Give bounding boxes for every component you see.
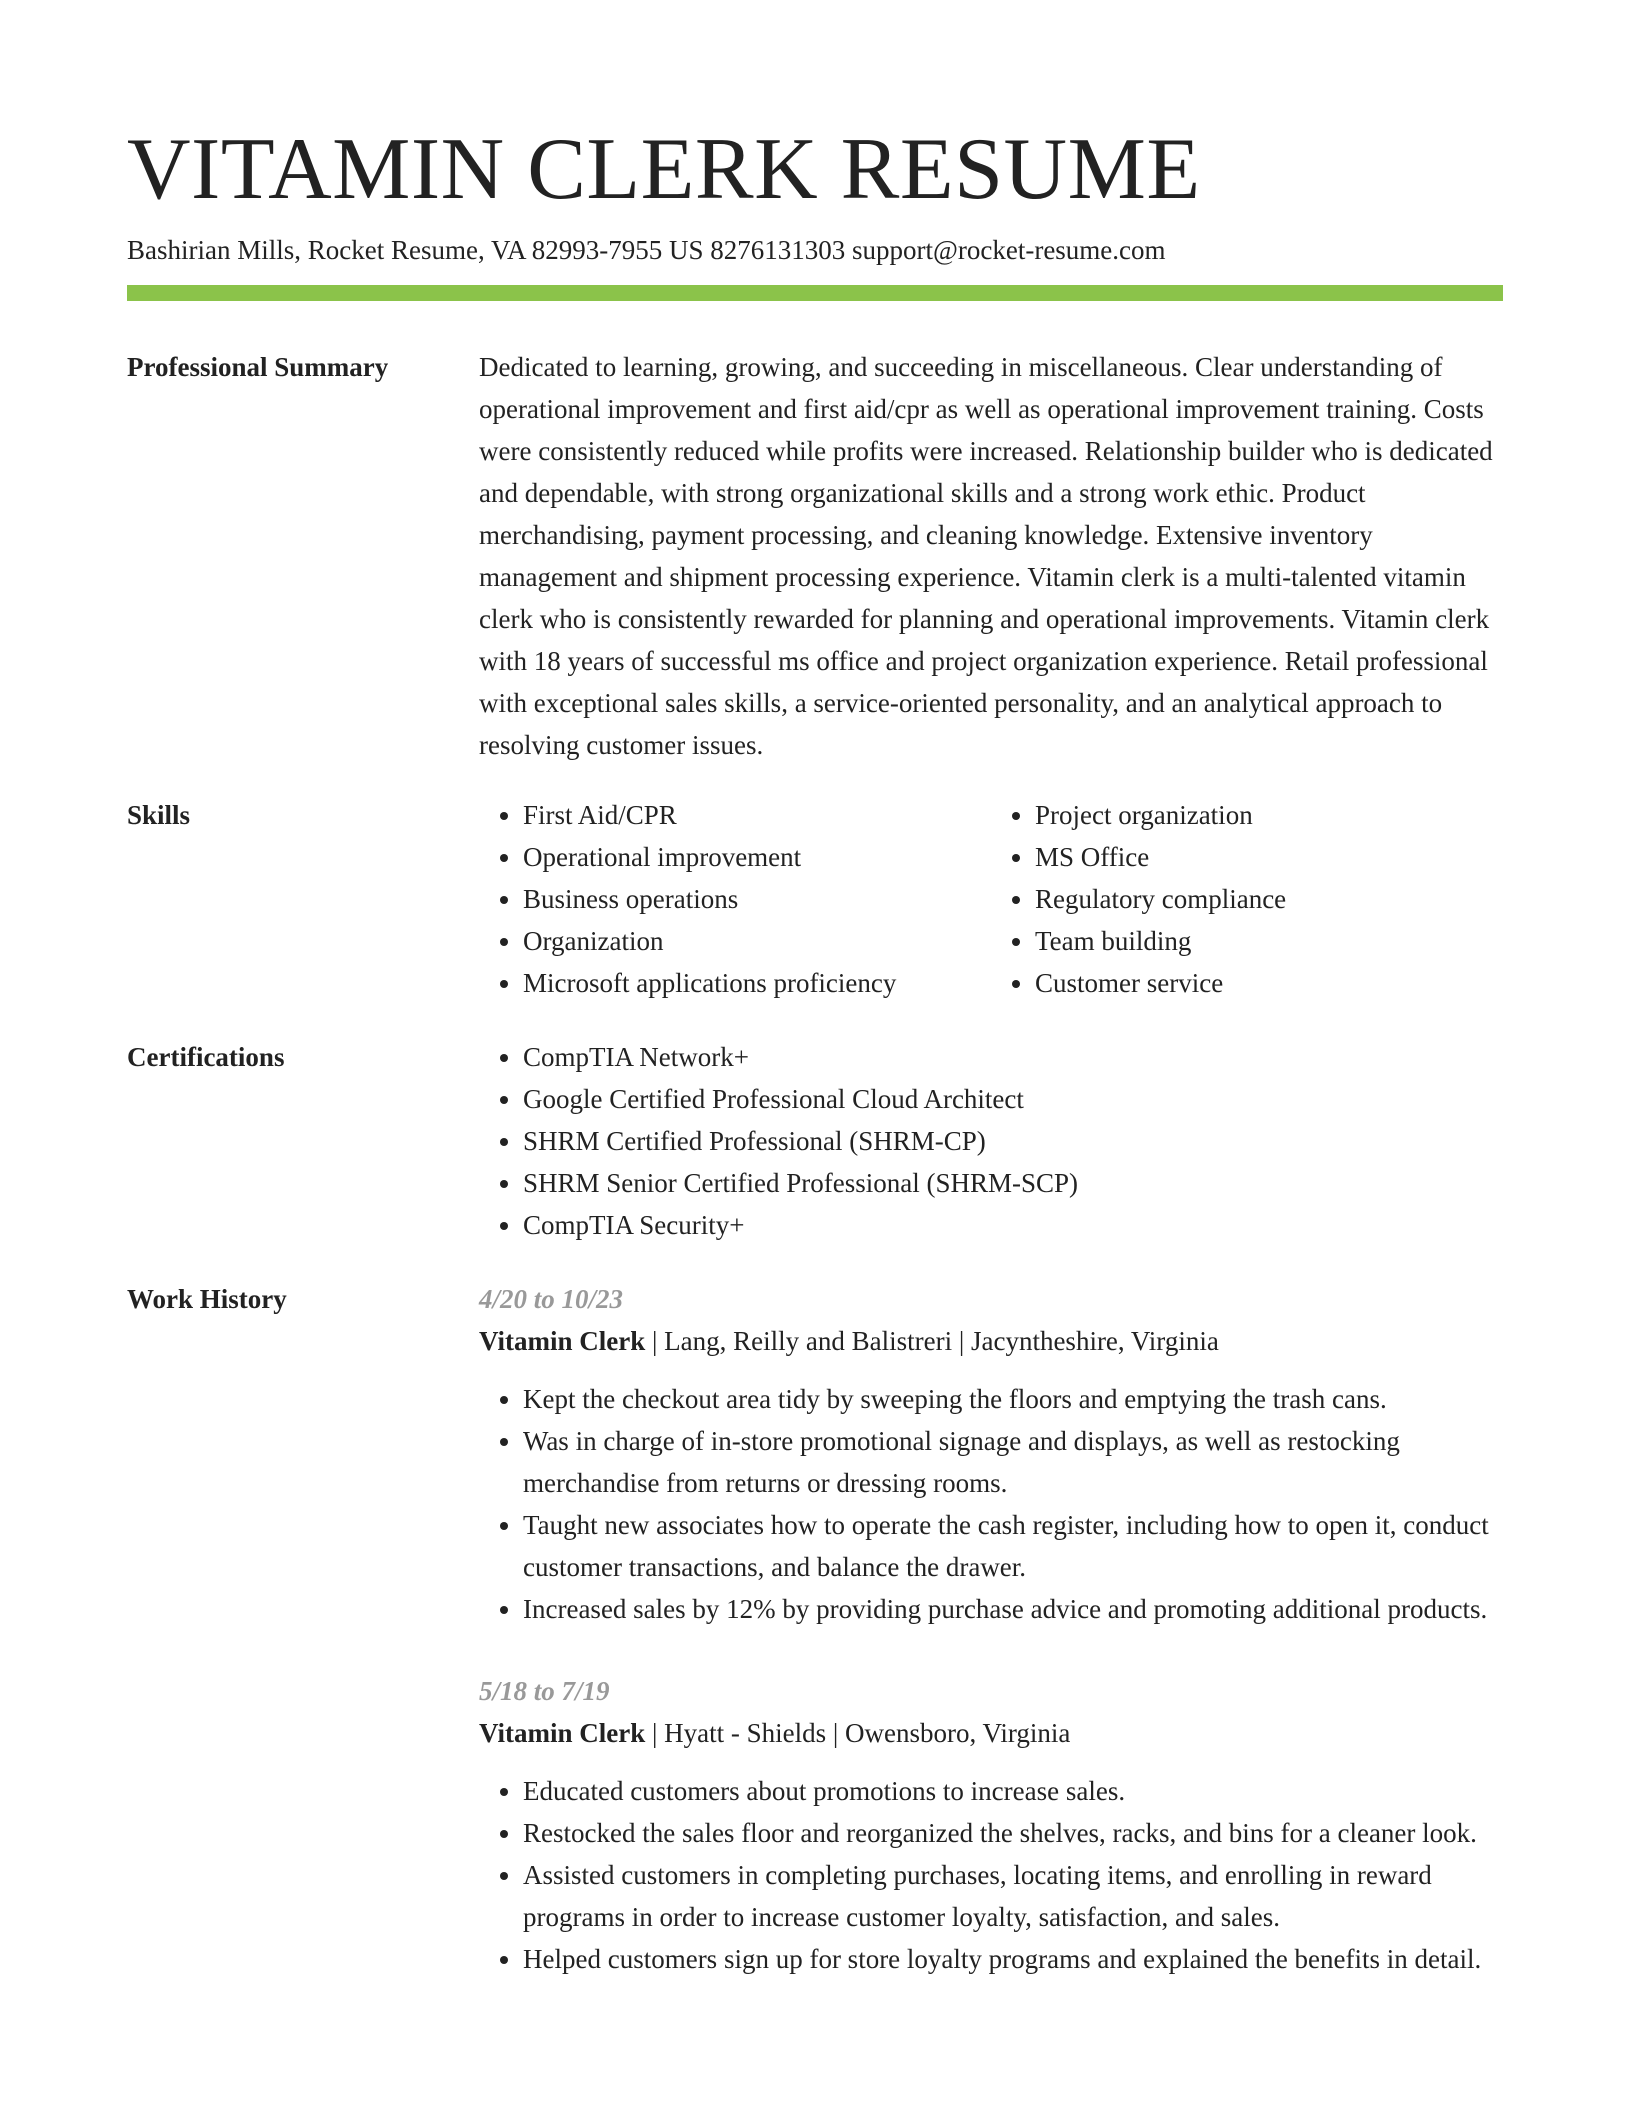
job-bullet: • Taught new associates how to operate the cash register, including how to open it, conduct customer transactions, and balance the drawer. <box>523 1504 1503 1588</box>
certification-item: • CompTIA Network+ <box>523 1036 1503 1078</box>
skill-item: • Project organization <box>1035 794 1503 836</box>
header-divider <box>127 285 1503 301</box>
job-bullets <box>479 1378 1503 1630</box>
job-bullet: • Increased sales by 12% by providing purchase advice and promoting additional products. <box>523 1588 1503 1630</box>
job-dates: 5/18 to 7/19 <box>479 1676 610 1706</box>
skill-item: • Regulatory compliance <box>1035 878 1503 920</box>
job-dates: 4/20 to 10/23 <box>479 1284 624 1314</box>
certification-item: • SHRM Certified Professional (SHRM-CP) <box>523 1120 1503 1162</box>
job-entry <box>479 1278 1503 1630</box>
summary-heading: Professional Summary <box>127 352 389 382</box>
skills-list-right <box>991 794 1503 1004</box>
job-title: Vitamin Clerk <box>479 1326 646 1356</box>
job-bullet: • Educated customers about promotions to increase sales. <box>523 1770 1503 1812</box>
summary-text: Dedicated to learning, growing, and succeeding in miscellaneous. Clear understanding of operational improvement and first aid/cpr as well as operational improvement training. Costs were consistently reduced while profits were increased. Relationship builder who is dedicated and dependable, with strong organizational skills and a strong work ethic. Product merchandising, payment processing, and cleaning knowledge. Extensive inventory management and shipment processing experience. Vitamin clerk is a multi-talented vitamin clerk who is consistently rewarded for planning and operational improvements. Vitamin clerk with 18 years of successful ms office and project organization experience. Retail professional with exceptional sales skills, a service-oriented personality, and an analytical approach to resolving customer issues. <box>479 352 1493 760</box>
job-bullets <box>479 1770 1503 1980</box>
skill-item: • Business operations <box>523 878 991 920</box>
resume-title: VITAMIN CLERK RESUME <box>127 121 1201 218</box>
resume-header <box>127 120 1503 268</box>
job-heading <box>479 1320 1503 1362</box>
job-employer-location: | Hyatt - Shields | Owensboro, Virginia <box>645 1718 1071 1748</box>
skills-body <box>479 794 1503 1004</box>
skills-heading: Skills <box>127 800 191 830</box>
skill-item: • Team building <box>1035 920 1503 962</box>
job-employer-location: | Lang, Reilly and Balistreri | Jacyntheshire, Virginia <box>645 1326 1219 1356</box>
job-bullet: • Assisted customers in completing purchases, locating items, and enrolling in reward programs in order to increase customer loyalty, satisfaction, and sales. <box>523 1854 1503 1938</box>
job-bullet: • Restocked the sales floor and reorganized the shelves, racks, and bins for a cleaner look. <box>523 1812 1503 1854</box>
skills-list-left <box>479 794 991 1004</box>
contact-line: Bashirian Mills, Rocket Resume, VA 82993-7955 US 8276131303 support@rocket-resume.com <box>127 235 1166 265</box>
job-title: Vitamin Clerk <box>479 1718 646 1748</box>
work-history-body <box>479 1278 1503 2020</box>
job-bullet: • Kept the checkout area tidy by sweeping the floors and emptying the trash cans. <box>523 1378 1503 1420</box>
skills-columns <box>479 794 1503 1004</box>
job-bullet: • Was in charge of in-store promotional signage and displays, as well as restocking merchandise from returns or dressing rooms. <box>523 1420 1503 1504</box>
work-history-heading: Work History <box>127 1284 287 1314</box>
certification-item: • CompTIA Security+ <box>523 1204 1503 1246</box>
certifications-list <box>479 1036 1503 1246</box>
skill-item: • Microsoft applications proficiency <box>523 962 991 1004</box>
job-heading <box>479 1712 1503 1754</box>
job-entry <box>479 1670 1503 1980</box>
skill-item: • Operational improvement <box>523 836 991 878</box>
skill-item: • First Aid/CPR <box>523 794 991 836</box>
skill-item: • Organization <box>523 920 991 962</box>
skill-item: • Customer service <box>1035 962 1503 1004</box>
certifications-body <box>479 1036 1503 1246</box>
skill-item: • MS Office <box>1035 836 1503 878</box>
job-bullet: • Helped customers sign up for store loyalty programs and explained the benefits in detail. <box>523 1938 1503 1980</box>
certification-item: • SHRM Senior Certified Professional (SHRM-SCP) <box>523 1162 1503 1204</box>
certification-item: • Google Certified Professional Cloud Architect <box>523 1078 1503 1120</box>
certifications-heading: Certifications <box>127 1042 285 1072</box>
summary-body <box>479 346 1503 766</box>
